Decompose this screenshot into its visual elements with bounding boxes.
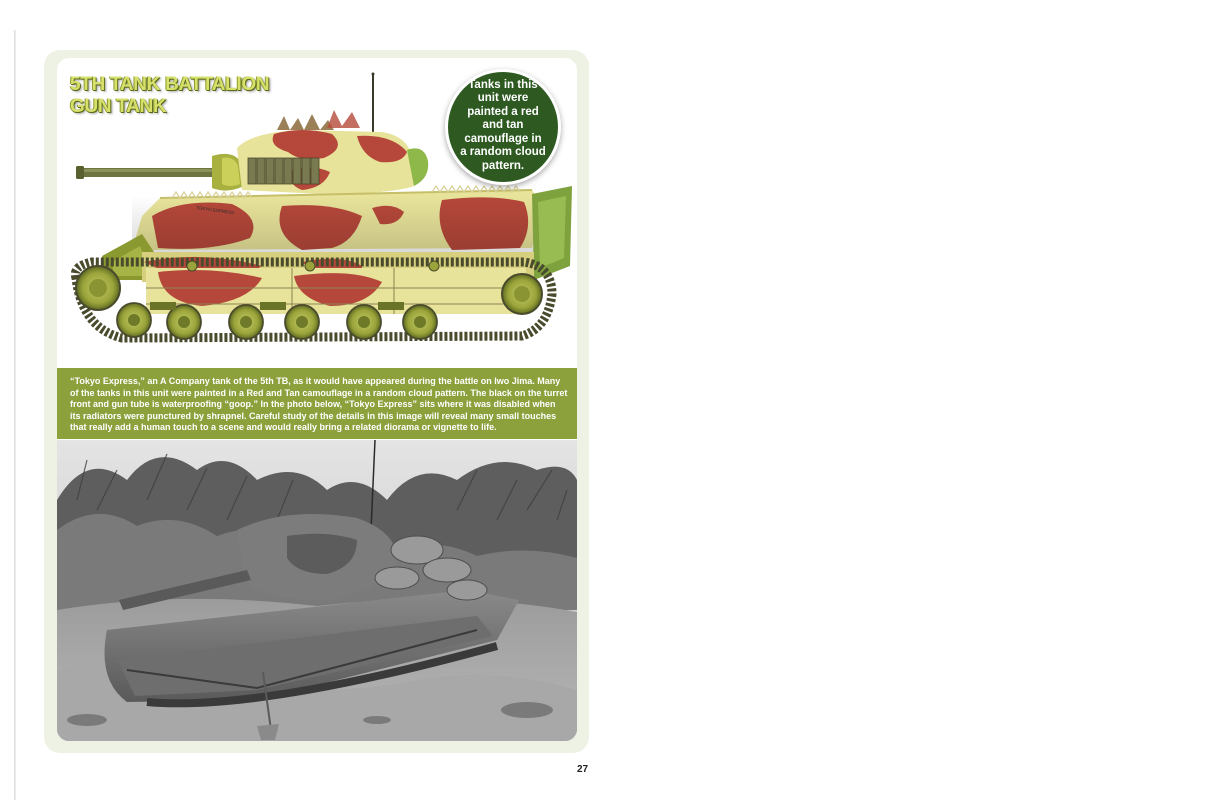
page-gutter-line bbox=[14, 30, 16, 800]
page-title bbox=[70, 74, 269, 118]
tank-marking-text: TOKYO EXPRESS bbox=[195, 205, 235, 216]
page-title-line-1: 5TH TANK BATTALION bbox=[70, 74, 270, 95]
caption-text: “Tokyo Express,” an A Company tank of the 5th TB, as it would have appeared during the battle on Iwo Jima. Many of the tanks in this unit were painted in a Red and Tan camouflage in a random cloud pattern. The black on the turret front and gun tube is waterproofing “goop.” In the photo below, “Tokyo Express” sits where it was disabled when its radiators were punctured by shrapnel. Careful study of the details in this image will reveal many small touches that really add a human touch to a scene and would really bring a related diorama or vignette to life. bbox=[70, 376, 568, 433]
camouflage-callout-badge bbox=[448, 72, 558, 182]
page-title-line-2: GUN TANK bbox=[70, 96, 167, 117]
caption-box bbox=[57, 368, 577, 439]
page-number: 27 bbox=[577, 764, 589, 775]
camouflage-callout-text: Tanks in this unit were painted a red and tan camouflage in a random cloud pattern. bbox=[460, 78, 546, 172]
disabled-tank-photo bbox=[57, 440, 577, 741]
